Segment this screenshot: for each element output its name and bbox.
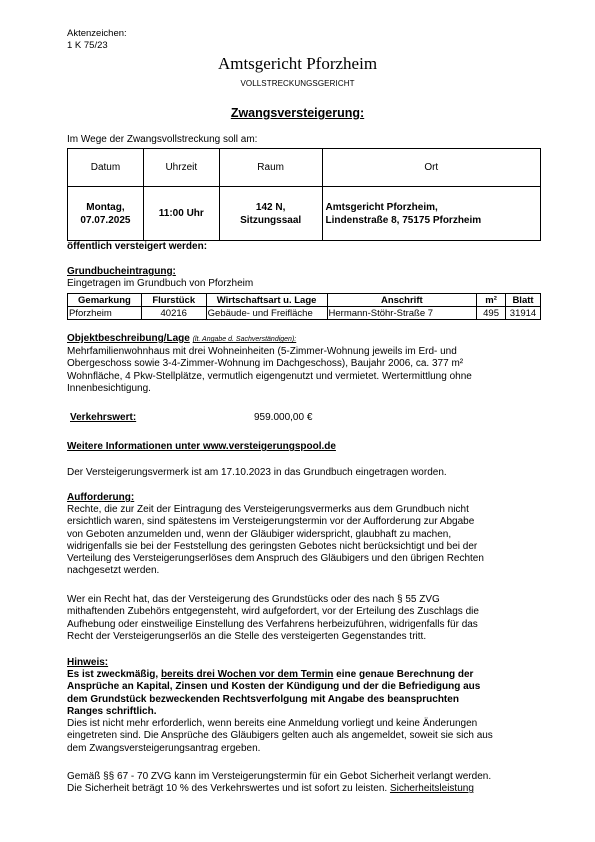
sicherheitsleistung-term: Sicherheitsleistung [389, 783, 474, 795]
gb-header-blatt: Blatt [506, 294, 541, 307]
aktenzeichen-value: 1 K 75/23 [67, 40, 108, 51]
hinweis-line: dem Zwangsversteigerungsantrag ergeben. [67, 742, 261, 754]
gb-cell-m2: 495 [477, 307, 506, 320]
versteigert-text: öffentlich versteigert werden: [67, 241, 208, 252]
hinweis-bold-part: eine genaue Berechnung der [333, 669, 474, 680]
aufforderung-paragraph-2 [67, 594, 542, 643]
hinweis-bold-line: dem Grundstück bezweckenden Rechtsverfolgung mit Angabe des beanspruchten [67, 693, 459, 705]
hinweis-line: eingetreten sind. Die Ansprüche des Gläubigers gelten auch als angemeldet, soweit sie sich aus [67, 730, 493, 742]
aufforderung-paragraph-1 [67, 504, 542, 578]
objekt-line: Mehrfamilienwohnhaus mit drei Wohneinheiten (5-Zimmer-Wohnung jeweils im Erd- und [67, 346, 457, 357]
hinweis-bold-line [67, 669, 542, 681]
gb-cell-gemarkung: Pforzheim [68, 307, 142, 320]
objekt-line: Obergeschoss sowie 3-4-Zimmer-Wohnung im Dachgeschoss), Baujahr 2006, ca. 377 m² [67, 358, 464, 370]
hinweis-underlined-part: bereits drei Wochen vor dem Termin [160, 669, 334, 680]
ort-line2: Lindenstraße 8, 75175 Pforzheim [325, 214, 482, 226]
objekt-heading-line [67, 333, 296, 346]
hinweis-heading: Hinweis: [67, 657, 109, 668]
gb-header-gemarkung: Gemarkung [68, 294, 142, 307]
sicherheit-line [67, 783, 547, 795]
text-line: Aufhebung oder einstweilige Einstellung des Verfahrens herbeizuführen, widrigenfalls für das [67, 618, 478, 630]
raum-line2: Sitzungssaal [240, 214, 302, 226]
datum-line2: 07.07.2025 [80, 214, 131, 226]
gb-header-flurstueck: Flurstück [141, 294, 206, 307]
text-line: Rechte, die zur Zeit der Eintragung des Versteigerungsvermerks aus dem Grundbuch nicht [67, 504, 469, 515]
cell-raum [219, 187, 322, 241]
objekt-line: Innenbesichtigung. [67, 382, 151, 394]
termin-table-header [68, 149, 541, 187]
cell-datum [68, 187, 144, 241]
text-line: Wer ein Recht hat, das der Versteigerung des Grundstücks oder des nach § 55 ZVG [67, 594, 440, 605]
intro-text: Im Wege der Zwangsvollstreckung soll am: [67, 134, 258, 145]
grundbuch-table [67, 293, 541, 320]
ort-line1: Amtsgericht Pforzheim, [325, 201, 438, 213]
gb-header-anschrift: Anschrift [327, 294, 477, 307]
hinweis-line: Dies ist nicht mehr erforderlich, wenn bereits eine Anmeldung vorliegt und keine Änderungen [67, 718, 478, 730]
gb-header-wirtschaftsart: Wirtschaftsart u. Lage [206, 294, 327, 307]
termin-table [67, 148, 541, 241]
objekt-heading: Objektbeschreibung/Lage [67, 333, 190, 344]
grundbuch-table-header [68, 294, 541, 307]
text-line: von Geboten anzumelden und, wenn der Gläubiger widerspricht, glaubhaft zu machen, [67, 528, 452, 540]
gb-cell-anschrift: Hermann-Stöhr-Straße 7 [327, 307, 477, 320]
text-line: nachgesetzt werden. [67, 565, 160, 577]
sicherheit-line: Gemäß §§ 67 - 70 ZVG kann im Versteigerungstermin für ein Gebot Sicherheit verlangt werden. [67, 771, 492, 782]
aufforderung-heading: Aufforderung: [67, 492, 135, 503]
grundbuch-heading: Grundbucheintragung: [67, 266, 176, 277]
court-name: Amtsgericht Pforzheim [217, 54, 378, 73]
gb-header-m2: m² [477, 294, 506, 307]
gb-cell-wirtschaftsart: Gebäude- und Freifläche [206, 307, 327, 320]
verkehrswert-value: 959.000,00 € [254, 412, 313, 423]
text-line: ersichtlich waren, sind spätestens im Versteigerungstermin vor der Aufforderung zur Abgabe [67, 516, 475, 528]
text-line: Recht der Versteigerungserlös an die Stelle des versteigerten Gegenstandes tritt. [67, 630, 427, 642]
header-raum: Raum [219, 149, 322, 187]
weitere-info-link[interactable]: Weitere Informationen unter www.versteigerungspool.de [67, 441, 336, 452]
raum-line1: 142 N, [255, 201, 286, 213]
hinweis-bold-part: Es ist zweckmäßig, [67, 669, 161, 680]
sicherheit-text: Die Sicherheit beträgt 10 % des Verkehrswertes und ist sofort zu leisten. [67, 783, 390, 795]
objekt-description [67, 346, 537, 395]
court-subtitle: VOLLSTRECKUNGSGERICHT [240, 79, 355, 88]
gb-cell-flurstueck: 40216 [141, 307, 206, 320]
termin-table-row [68, 187, 541, 241]
cell-uhrzeit: 11:00 Uhr [143, 187, 219, 241]
datum-line1: Montag, [86, 201, 125, 213]
text-line: widrigenfalls sie bei der Feststellung des geringsten Gebotes nicht berücksichtigt und bei der [67, 540, 478, 552]
cell-ort [322, 187, 540, 241]
sicherheit-paragraph [67, 771, 547, 796]
header-uhrzeit: Uhrzeit [143, 149, 219, 187]
verkehrswert-label: Verkehrswert: [70, 412, 137, 423]
text-line: mithaftenden Zubehörs entgegensteht, wird aufgefordert, vor der Erteilung des Zuschlags die [67, 606, 479, 618]
vermerk-text: Der Versteigerungsvermerk ist am 17.10.2023 in das Grundbuch eingetragen worden. [67, 467, 447, 478]
grundbuch-sub: Eingetragen im Grundbuch von Pforzheim [67, 278, 254, 289]
gb-cell-blatt: 31914 [506, 307, 541, 320]
aktenzeichen-label: Aktenzeichen: [67, 28, 127, 39]
text-line: Verteilung des Versteigerungserlöses dem Anspruch des Gläubigers und den übrigen Rechten [67, 553, 484, 565]
objekt-line: Wohnfläche, 4 Pkw-Stellplätze, vermutlich eigengenutzt und vermietet. Wertermittlung ohne [67, 370, 472, 382]
hinweis-paragraph [67, 669, 542, 755]
objekt-heading-note: (lt. Angabe d. Sachverständigen): [192, 336, 297, 343]
grundbuch-table-row [68, 307, 541, 320]
page-title: Zwangsversteigerung: [230, 106, 365, 120]
header-datum: Datum [68, 149, 144, 187]
hinweis-bold-line: Ansprüche an Kapital, Zinsen und Kosten der Kündigung und der die Befriedigung aus [67, 681, 481, 693]
hinweis-bold-line: Ranges schriftlich. [67, 705, 157, 717]
header-ort: Ort [322, 149, 540, 187]
